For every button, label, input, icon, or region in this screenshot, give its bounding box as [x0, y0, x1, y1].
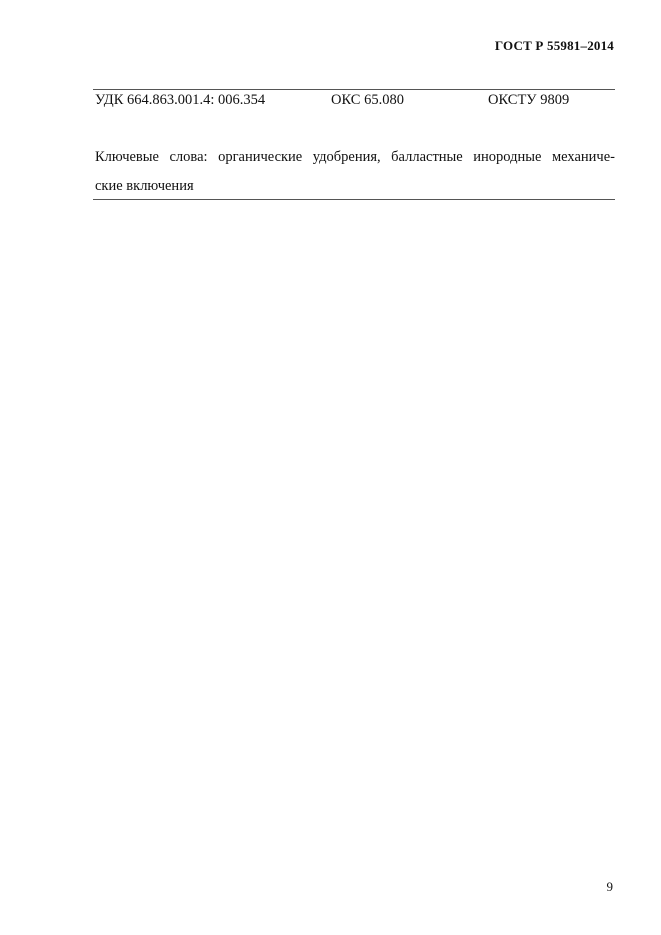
okstu-code: ОКСТУ 9809 — [488, 92, 570, 108]
standard-designation: ГОСТ Р 55981–2014 — [494, 38, 614, 53]
bottom-divider — [93, 199, 615, 200]
classification-row — [95, 92, 615, 110]
udk-code: УДК 664.863.001.4: 006.354 — [95, 92, 266, 108]
oks-code: ОКС 65.080 — [331, 92, 404, 108]
keywords-line-2: ские включения — [95, 178, 194, 194]
keywords-paragraph — [95, 143, 615, 201]
top-divider — [93, 89, 615, 90]
keywords-line-1: Ключевые слова: органические удобрения, балластные инородные механиче- — [95, 149, 615, 165]
page-number: 9 — [606, 879, 613, 894]
